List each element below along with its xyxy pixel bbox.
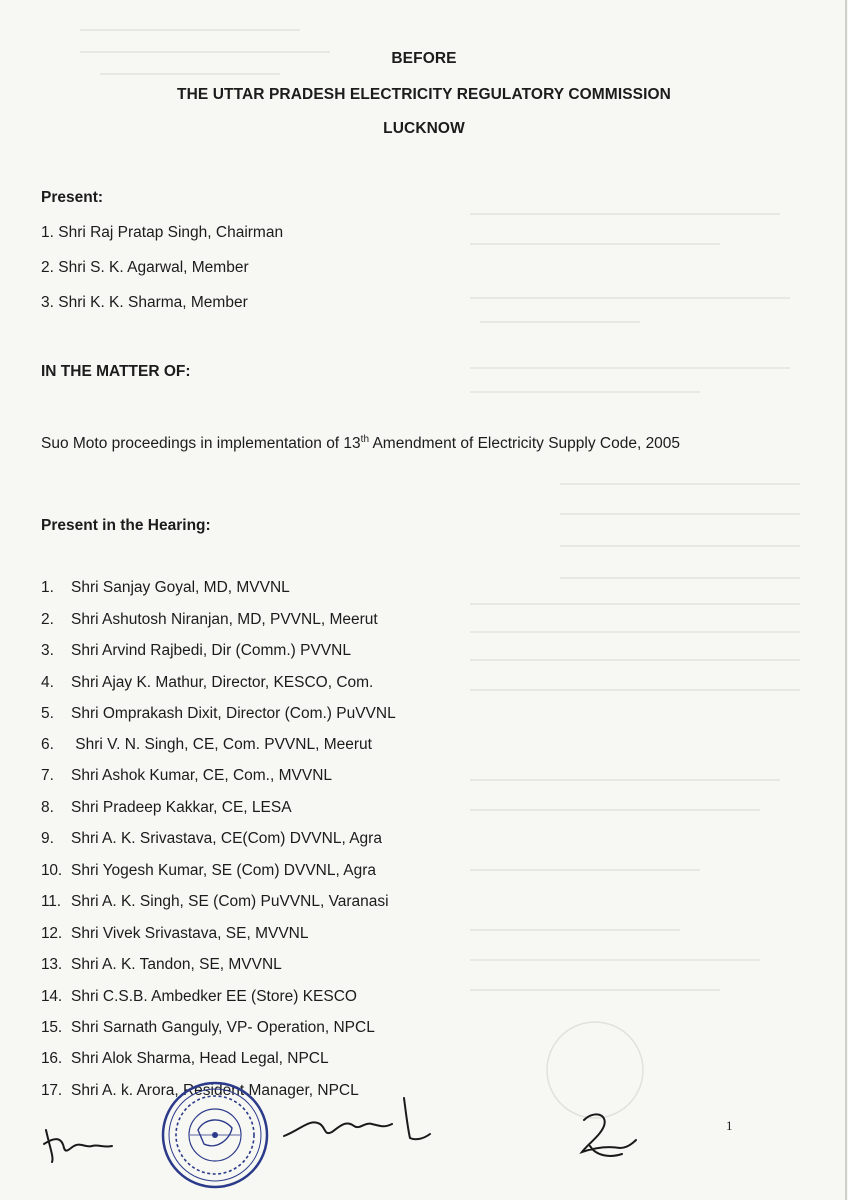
attendee-number: 5. (41, 705, 54, 722)
attendee-name: Shri Arvind Rajbedi, Dir (Comm.) PVVNL (71, 642, 351, 659)
matter-text-part1: Suo Moto proceedings in implementation of 13 (41, 435, 361, 452)
attendee-number: 10. (41, 862, 62, 879)
present-heading: Present: (41, 189, 104, 206)
attendee-number: 3. (41, 642, 54, 659)
attendee-name: Shri Alok Sharma, Head Legal, NPCL (71, 1050, 329, 1067)
attendee-number: 17. (41, 1082, 62, 1099)
attendee-row (41, 862, 376, 880)
attendee-row (41, 674, 373, 692)
attendee-name: Shri Ajay K. Mathur, Director, KESCO, Com. (71, 674, 374, 691)
official-seal-icon (160, 1080, 270, 1190)
header-before: BEFORE (391, 50, 457, 67)
attendee-name: Shri Pradeep Kakkar, CE, LESA (71, 799, 292, 816)
header-city: LUCKNOW (383, 120, 465, 137)
attendee-name: Shri Sarnath Ganguly, VP- Operation, NPCL (71, 1019, 375, 1036)
page-number: 1 (726, 1118, 733, 1133)
attendee-number: 15. (41, 1019, 62, 1036)
attendee-row (41, 956, 282, 974)
attendee-name: Shri A. K. Srivastava, CE(Com) DVVNL, Agra (71, 830, 382, 847)
attendee-row (41, 705, 396, 723)
matter-heading: IN THE MATTER OF: (41, 363, 191, 380)
attendee-number: 12. (41, 925, 62, 942)
attendee-row (41, 1050, 329, 1068)
attendee-number: 6. (41, 736, 54, 753)
present-member: 2. Shri S. K. Agarwal, Member (41, 259, 249, 276)
matter-text (41, 433, 724, 454)
matter-superscript: th (360, 433, 370, 445)
attendee-row (41, 767, 332, 785)
attendee-row (41, 1019, 375, 1037)
header-commission: THE UTTAR PRADESH ELECTRICITY REGULATORY COMMISSION (177, 86, 671, 103)
attendee-name: Shri Yogesh Kumar, SE (Com) DVVNL, Agra (71, 862, 376, 879)
attendee-row (41, 642, 351, 660)
matter-text-part2: Amendment of Electricity Supply Code, 2005 (369, 435, 681, 452)
attendee-number: 9. (41, 830, 54, 847)
attendee-row (41, 893, 389, 911)
attendee-number: 4. (41, 674, 54, 691)
attendee-row (41, 736, 372, 754)
attendee-name: Shri Omprakash Dixit, Director (Com.) PuVVNL (71, 705, 396, 722)
attendee-number: 7. (41, 767, 54, 784)
attendee-row (41, 799, 292, 817)
attendee-row (41, 988, 357, 1006)
attendee-name: Shri A. K. Singh, SE (Com) PuVVNL, Varanasi (71, 893, 389, 910)
present-member: 3. Shri K. K. Sharma, Member (41, 294, 248, 311)
attendee-number: 1. (41, 579, 54, 596)
attendee-name: Shri A. K. Tandon, SE, MVVNL (71, 956, 282, 973)
attendee-name: Shri Ashutosh Niranjan, MD, PVVNL, Meerut (71, 611, 378, 628)
signature-icon (570, 1104, 640, 1164)
attendee-name: Shri V. N. Singh, CE, Com. PVVNL, Meerut (71, 736, 372, 753)
attendee-row (41, 611, 378, 629)
attendee-row (41, 925, 308, 943)
attendee-number: 14. (41, 988, 62, 1005)
attendee-name: Shri C.S.B. Ambedker EE (Store) KESCO (71, 988, 357, 1005)
attendee-name: Shri Sanjay Goyal, MD, MVVNL (71, 579, 290, 596)
signature-icon (40, 1118, 120, 1168)
attendee-number: 2. (41, 611, 54, 628)
signature-icon (280, 1090, 440, 1150)
attendee-number: 16. (41, 1050, 62, 1067)
attendee-number: 13. (41, 956, 62, 973)
attendee-name: Shri A. k. Arora, Resident Manager, NPCL (71, 1082, 359, 1099)
present-member: 1. Shri Raj Pratap Singh, Chairman (41, 224, 284, 241)
hearing-heading: Present in the Hearing: (41, 517, 211, 534)
attendee-row (41, 579, 290, 597)
attendee-name: Shri Vivek Srivastava, SE, MVVNL (71, 925, 309, 942)
attendee-row (41, 830, 382, 848)
attendee-number: 11. (41, 893, 61, 910)
attendee-name: Shri Ashok Kumar, CE, Com., MVVNL (71, 767, 333, 784)
attendee-number: 8. (41, 799, 54, 816)
